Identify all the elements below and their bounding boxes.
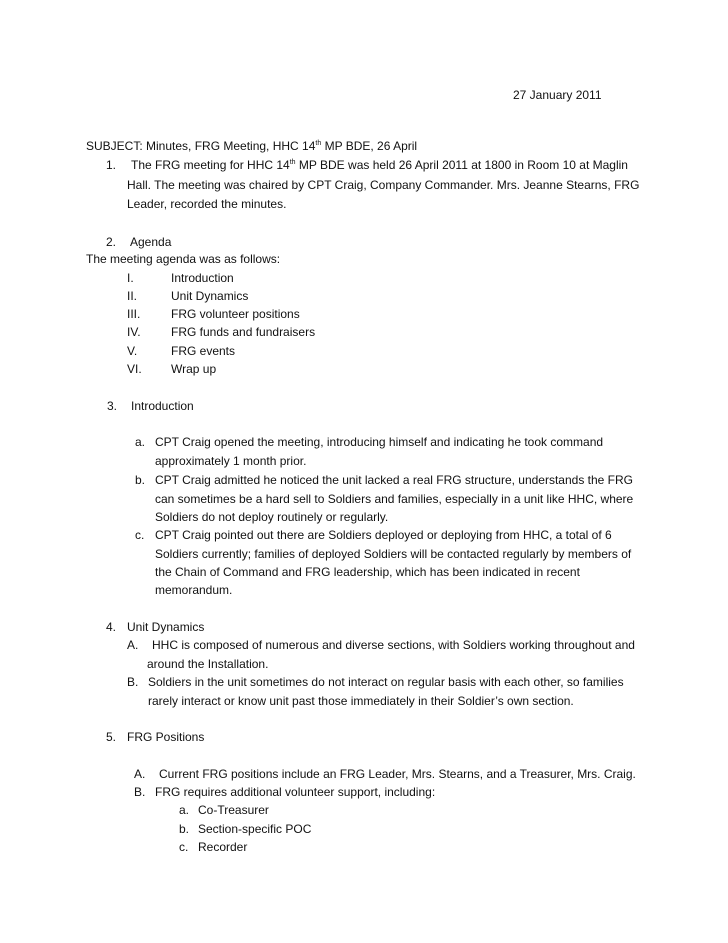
item2-title: Agenda (130, 235, 172, 249)
item1-line1-suffix: MP BDE was held 26 April 2011 at 1800 in Room 10 at Maglin (295, 158, 628, 172)
item3-title: Introduction (131, 399, 194, 413)
agenda-number: IV. (127, 325, 141, 339)
item3-c-label: c. (135, 528, 145, 542)
item3-b-line2: can sometimes be a hard sell to Soldiers and families, especially in a unit like HHC, where (155, 492, 634, 506)
agenda-number: III. (127, 307, 141, 321)
item3-b-label: b. (135, 473, 146, 487)
item4-title: Unit Dynamics (127, 620, 205, 634)
item5-sub-label: c. (179, 840, 189, 854)
agenda-text: FRG funds and fundraisers (171, 325, 316, 339)
item1-line1-prefix: The FRG meeting for HHC 14 (131, 158, 290, 172)
item3-a-label: a. (135, 435, 146, 449)
item3-c-line1: CPT Craig pointed out there are Soldiers deployed or deploying from HHC, a total of 6 (155, 528, 612, 542)
item2-number: 2. (106, 235, 117, 249)
item5-b-text: FRG requires additional volunteer support, including: (155, 785, 436, 799)
item5-sub-label: b. (179, 822, 190, 836)
subject-line (86, 137, 417, 155)
item3-number: 3. (107, 399, 118, 413)
item1-line2: Hall. The meeting was chaired by CPT Craig, Company Commander. Mrs. Jeanne Stearns, FRG (127, 178, 640, 192)
agenda-text: Wrap up (171, 362, 217, 376)
item1-line3: Leader, recorded the minutes. (127, 197, 287, 211)
item5-title: FRG Positions (127, 730, 205, 744)
item4-b-label: B. (127, 675, 139, 689)
agenda-intro: The meeting agenda was as follows: (86, 252, 281, 266)
item4-a-line2: around the Installation. (147, 657, 269, 671)
agenda-number: V. (127, 344, 138, 358)
agenda-text: Unit Dynamics (171, 289, 249, 303)
item3-c-line2: Soldiers currently; families of deployed Soldiers will be contacted regularly by members of (155, 547, 632, 561)
document-date: 27 January 2011 (513, 88, 602, 102)
agenda-text: FRG volunteer positions (171, 307, 300, 321)
item5-a-label: A. (134, 767, 146, 781)
agenda-number: VI. (127, 362, 142, 376)
item1-line1 (131, 156, 628, 174)
agenda-number: II. (127, 289, 138, 303)
agenda-text: FRG events (171, 344, 236, 358)
item4-a-line1: HHC is composed of numerous and diverse sections, with Soldiers working throughout and (152, 638, 635, 652)
agenda-number: I. (127, 271, 134, 285)
item5-sub-text: Co-Treasurer (198, 803, 269, 817)
item3-c-line4: memorandum. (155, 583, 233, 597)
agenda-text: Introduction (171, 271, 234, 285)
item3-a-line2: approximately 1 month prior. (155, 454, 307, 468)
item3-a-line1: CPT Craig opened the meeting, introducing himself and indicating he took command (155, 435, 604, 449)
item4-number: 4. (106, 620, 117, 634)
subject-suffix: MP BDE, 26 April (321, 139, 418, 153)
item5-b-label: B. (134, 785, 146, 799)
item1-superscript: th (289, 159, 296, 166)
item5-a-text: Current FRG positions include an FRG Leader, Mrs. Stearns, and a Treasurer, Mrs. Craig. (159, 767, 636, 781)
item4-b-line2: rarely interact or know unit past those immediately in their Soldier’s own section. (148, 694, 574, 708)
item5-sub-label: a. (179, 803, 190, 817)
item3-b-line3: Soldiers do not deploy routinely or regularly. (155, 510, 389, 524)
item4-b-line1: Soldiers in the unit sometimes do not interact on regular basis with each other, so families (148, 675, 624, 689)
item5-sub-text: Section-specific POC (198, 822, 312, 836)
item4-a-label: A. (127, 638, 139, 652)
item3-b-line1: CPT Craig admitted he noticed the unit lacked a real FRG structure, understands the FRG (155, 473, 634, 487)
item5-number: 5. (106, 730, 117, 744)
item1-number: 1. (106, 158, 117, 172)
subject-superscript: th (315, 140, 322, 147)
item5-sub-text: Recorder (198, 840, 248, 854)
subject-prefix: SUBJECT: Minutes, FRG Meeting, HHC 14 (86, 139, 316, 153)
item3-c-line3: the Chain of Command and FRG leadership, which has been indicated in recent (155, 565, 580, 579)
